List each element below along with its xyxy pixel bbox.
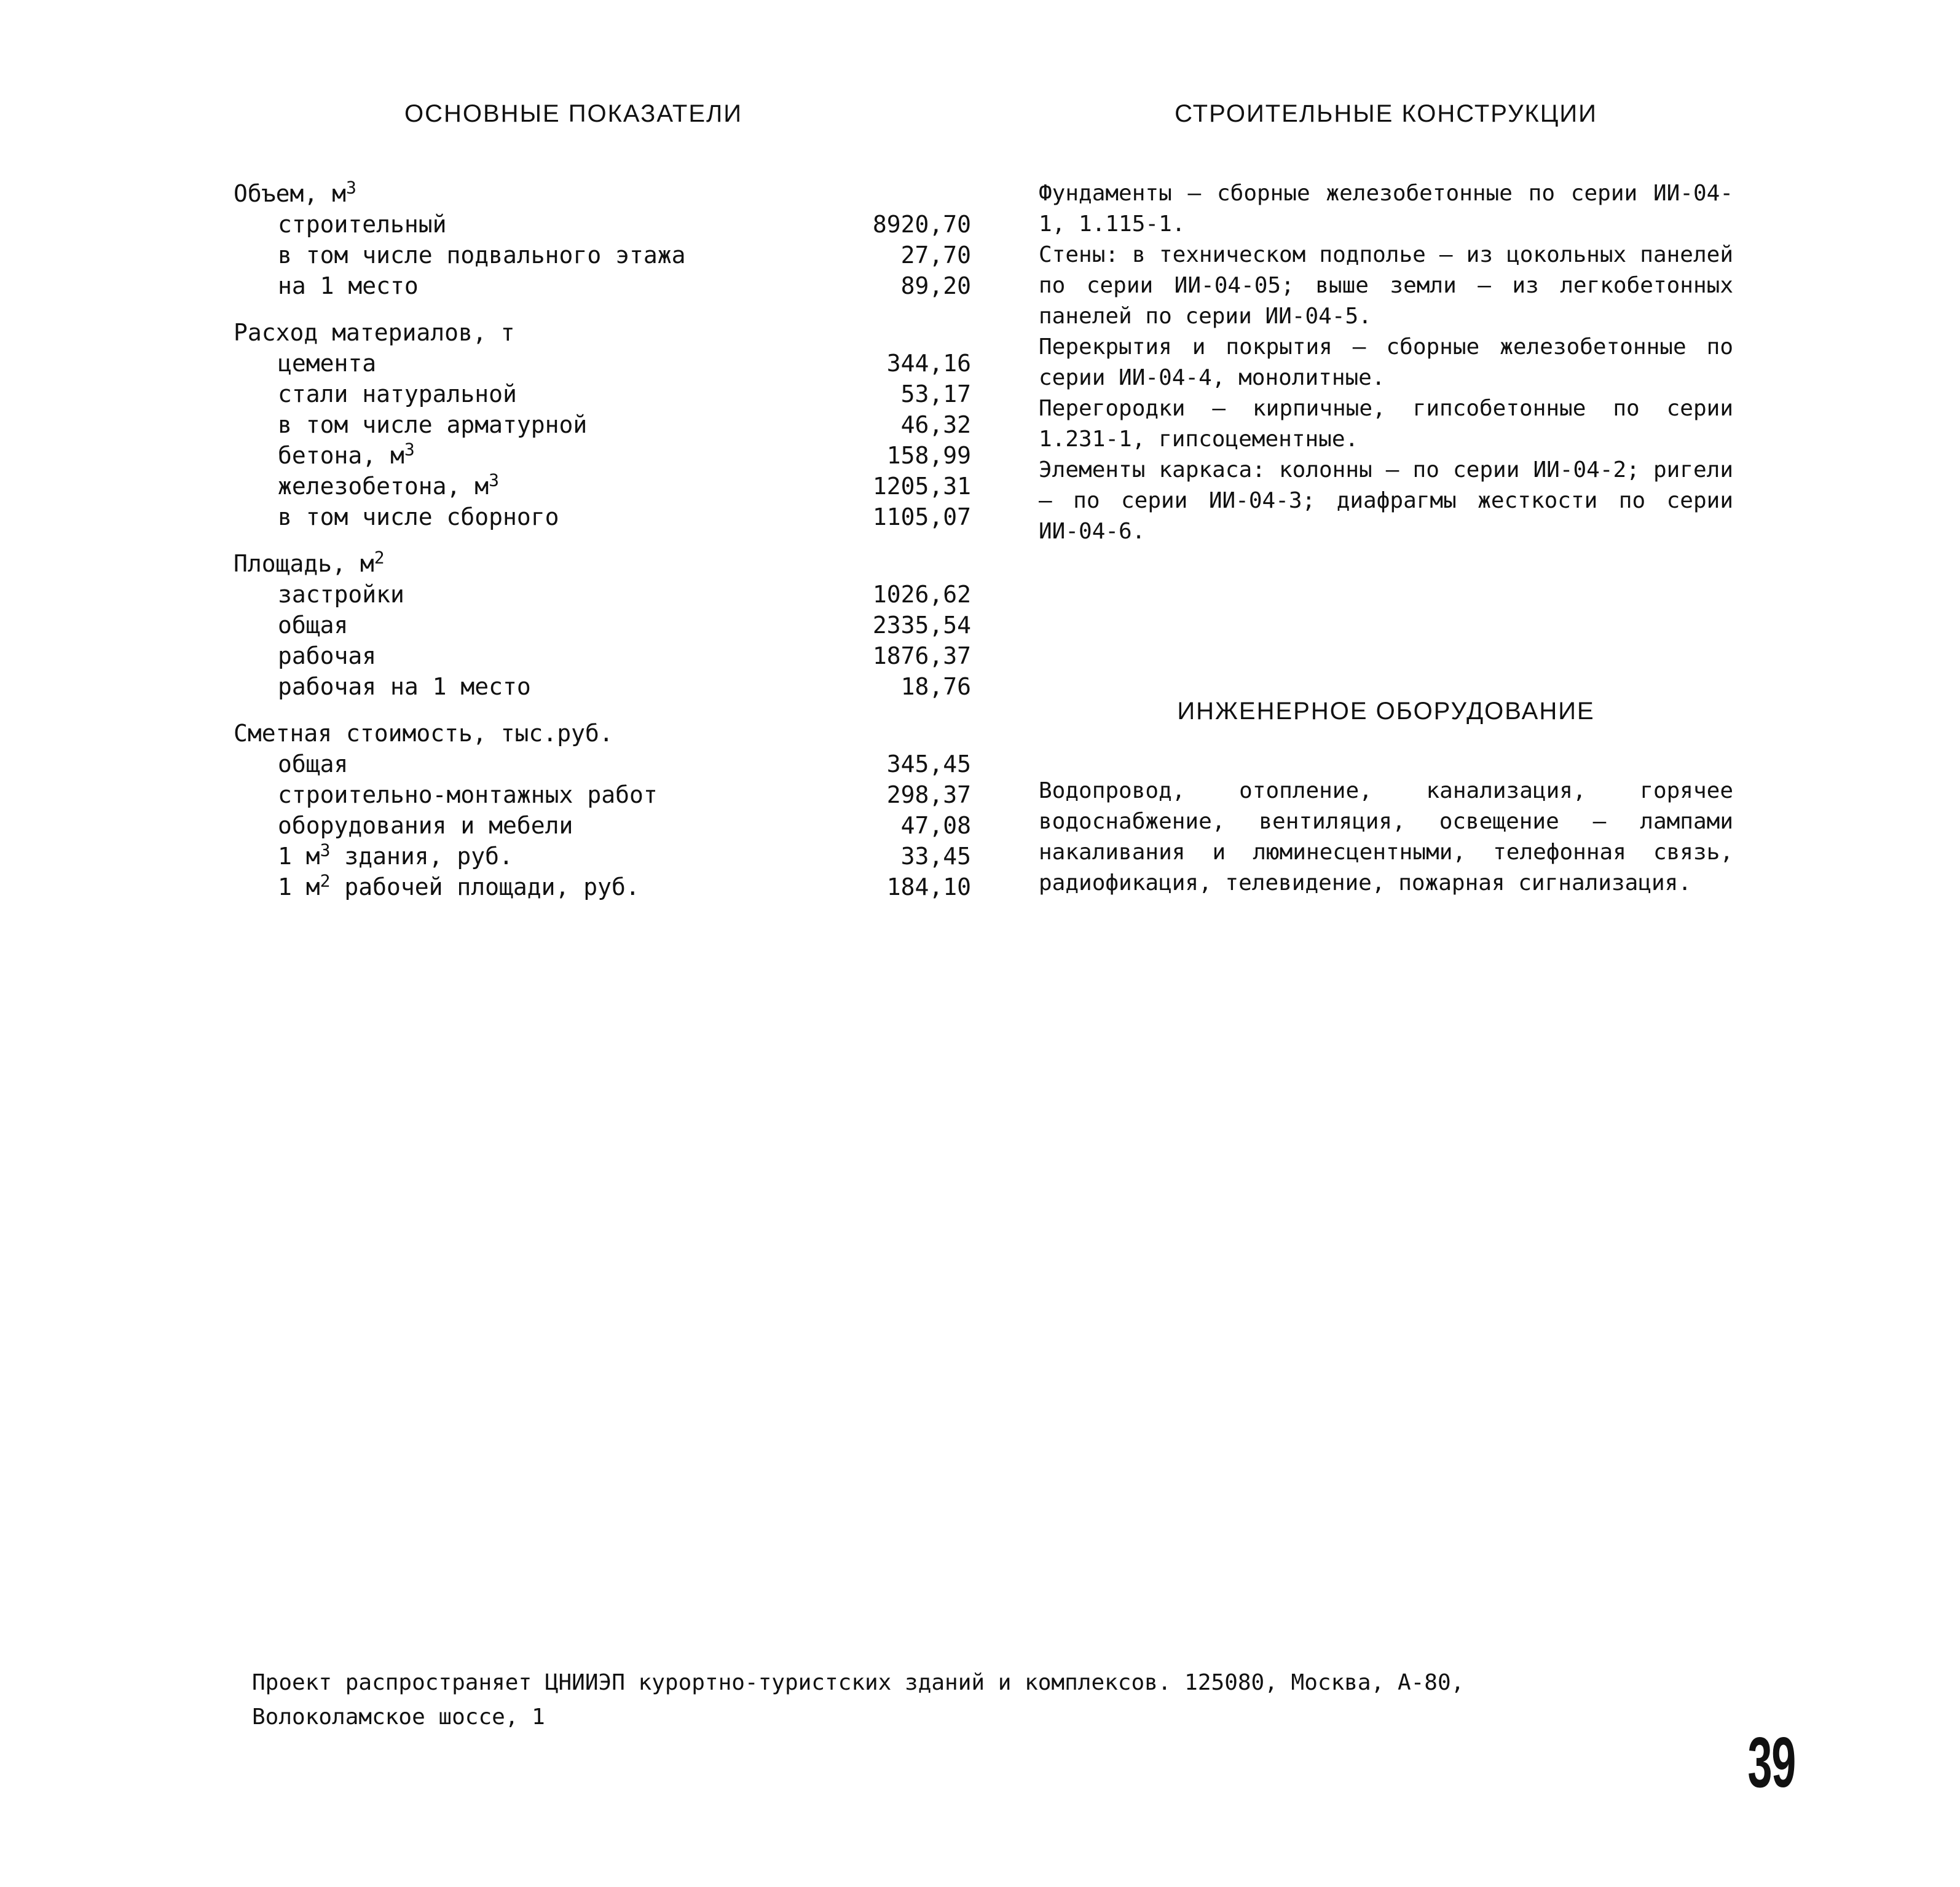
indicator-row: 1 $м^2$ рабочей площади, руб. 184,10: [278, 870, 971, 900]
indicator-row: застройки 1026,62: [278, 581, 971, 608]
indicator-row: цемента 344,16: [278, 350, 971, 377]
construction-heading: СТРОИТЕЛЬНЫЕ КОНСТРУКЦИИ: [1175, 100, 1597, 127]
group-title: Площадь, $м^2$: [234, 547, 385, 577]
right-column: [1039, 92, 1733, 899]
indicator-row: стали натуральной 53,17: [278, 380, 971, 408]
indicator-row: рабочая на 1 место 18,76: [278, 673, 971, 700]
group-title: Сметная стоимость, тыс.руб.: [234, 720, 613, 747]
indicator-row: в том числе подвального этажа 27,70: [278, 242, 971, 269]
indicator-row: оборудования и мебели 47,08: [278, 812, 971, 839]
indicator-row: 1 $м^3$ здания, руб. 33,45: [278, 840, 971, 870]
equipment-paragraph: Водопровод, отопление, канализация, горячее водоснабжение, вентиляция, освещение – лампами накаливания и люминесцентными, телефонная связь, радиофикация, телевидение, пожарная сигнализация.: [1039, 778, 1733, 896]
area-group: [234, 548, 971, 702]
group-title: Расход материалов, т: [234, 319, 515, 346]
indicator-row: строительно-монтажных работ 298,37: [278, 781, 971, 808]
equipment-heading: ИНЖЕНЕРНОЕ ОБОРУДОВАНИЕ: [1177, 698, 1595, 725]
distributor-footer: [252, 1666, 1666, 1735]
page-number: 39: [1747, 1722, 1795, 1802]
indicator-row: на 1 место 89,20: [278, 272, 971, 299]
main-indicators-section: [234, 92, 971, 918]
footer-line: Проект распространяет ЦНИИЭП курортно-туристских зданий и комплексов. 125080, Москва, А-80,: [252, 1670, 1465, 1695]
volume-group: [234, 178, 971, 301]
indicator-row: в том числе сборного 1105,07: [278, 503, 971, 530]
indicator-row: железобетона, $м^3$ 1205,31: [278, 470, 971, 500]
construction-paragraph: Элементы каркаса: колонны – по серии ИИ-04-2; ригели – по серии ИИ-04-3; диафрагмы жесткости по серии ИИ-04-6.: [1039, 457, 1733, 544]
main-indicators-heading: ОСНОВНЫЕ ПОКАЗАТЕЛИ: [404, 100, 742, 127]
indicator-row: строительный 8920,70: [278, 211, 971, 238]
indicator-row: бетона, $м^3$ 158,99: [278, 439, 971, 469]
indicator-row: общая 2335,54: [278, 612, 971, 639]
construction-paragraph: Перекрытия и покрытия – сборные железобетонные по серии ИИ-04-4, монолитные.: [1039, 334, 1733, 390]
group-title: Объем, $м^3$: [234, 177, 356, 207]
construction-paragraph: Перегородки – кирпичные, гипсобетонные по серии 1.231-1, гипсоцементные.: [1039, 396, 1733, 452]
footer-line: Волоколамское шоссе, 1: [252, 1704, 545, 1730]
indicator-row: общая 345,45: [278, 750, 971, 778]
construction-paragraph: Стены: в техническом подполье – из цокольных панелей по серии ИИ-04-05; выше земли – из легкобетонных панелей по серии ИИ-04-5.: [1039, 242, 1733, 329]
construction-paragraph: Фундаменты – сборные железобетонные по серии ИИ-04-1, 1.115-1.: [1039, 181, 1733, 237]
indicator-row: рабочая 1876,37: [278, 642, 971, 669]
materials-group: [234, 317, 971, 532]
indicator-row: в том числе арматурной 46,32: [278, 411, 971, 438]
cost-group: [234, 718, 971, 902]
